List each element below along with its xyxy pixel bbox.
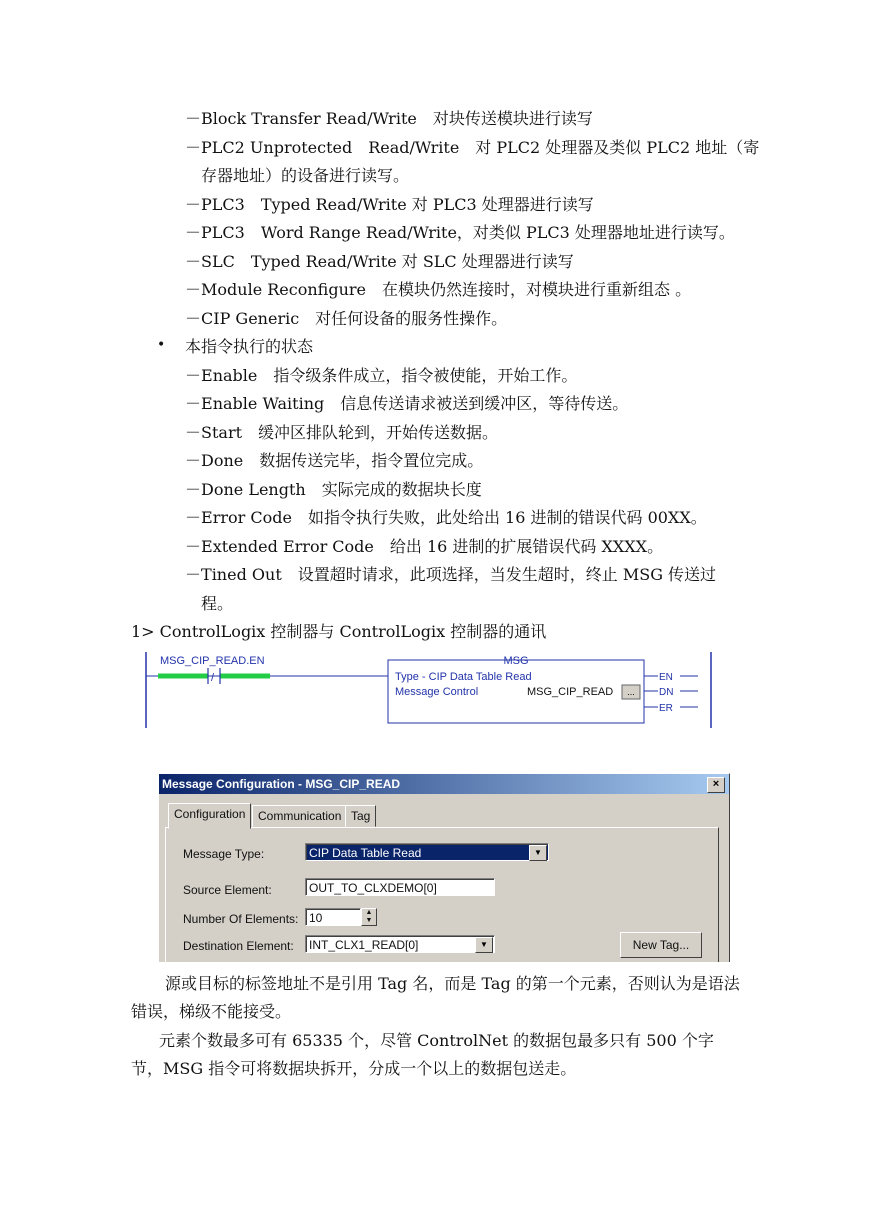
- tab-tag[interactable]: Tag: [345, 805, 376, 827]
- msg-control-label: Message Control: [395, 686, 479, 698]
- number-of-elements-input[interactable]: 10: [305, 908, 361, 926]
- dialog-title: Message Configuration - MSG_CIP_READ: [162, 777, 401, 791]
- output-dn: DN: [659, 687, 674, 698]
- bullet-icon: •: [157, 337, 166, 353]
- bullet-heading: 本指令执行的状态: [185, 337, 314, 356]
- message-configuration-dialog: [158, 773, 730, 962]
- status-line: －Error Code 如指令执行失败，此处给出 16 进制的错误代码 00XX。: [185, 508, 707, 527]
- close-icon[interactable]: ×: [707, 777, 725, 793]
- destination-element-select[interactable]: [305, 935, 495, 953]
- number-of-elements-label: Number Of Elements:: [183, 912, 299, 926]
- ellipsis-label: ...: [627, 687, 635, 697]
- status-line: －Tined Out 设置超时请求，此项选择，当发生超时，终止 MSG 传送过: [185, 565, 717, 584]
- contact-symbol: /: [211, 672, 215, 684]
- new-tag-button[interactable]: New Tag...: [620, 932, 702, 958]
- source-element-label: Source Element:: [183, 883, 272, 897]
- section-heading: 1> ControlLogix 控制器与 ControlLogix 控制器的通讯: [131, 622, 547, 641]
- type-line: －PLC3 Word Range Read/Write，对类似 PLC3 处理器地址进行读写。: [185, 223, 735, 242]
- status-line: －Enable Waiting 信息传送请求被送到缓冲区，等待传送。: [185, 394, 629, 413]
- status-line-continued: 程。: [201, 594, 234, 613]
- status-line: －Extended Error Code 给出 16 进制的扩展错误代码 XXXX。: [185, 537, 664, 556]
- quantity-stepper[interactable]: ▲ ▼: [361, 908, 377, 926]
- source-element-input[interactable]: OUT_TO_CLXDEMO[0]: [305, 878, 495, 896]
- message-type-select[interactable]: [305, 843, 549, 861]
- msg-block-title: MSG: [503, 655, 529, 667]
- tab-configuration[interactable]: Configuration: [168, 803, 251, 829]
- chevron-down-icon[interactable]: ▼: [475, 937, 493, 953]
- output-er: ER: [659, 703, 673, 714]
- output-en: EN: [659, 672, 673, 683]
- type-line: －PLC3 Typed Read/Write 对 PLC3 处理器进行读写: [185, 195, 594, 214]
- message-type-label: Message Type:: [183, 847, 265, 861]
- ladder-diagram: [140, 650, 720, 730]
- type-line: －Block Transfer Read/Write 对块传送模块进行读写: [185, 109, 593, 128]
- status-line: －Start 缓冲区排队轮到，开始传送数据。: [185, 423, 499, 442]
- destination-element-value: INT_CLX1_READ[0]: [309, 938, 419, 952]
- message-type-value: CIP Data Table Read: [309, 846, 422, 860]
- dialog-titlebar: [159, 774, 729, 794]
- status-line: －Enable 指令级条件成立，指令被使能，开始工作。: [185, 366, 578, 385]
- chevron-down-icon[interactable]: ▼: [529, 845, 547, 861]
- destination-element-label: Destination Element:: [183, 939, 294, 953]
- msg-type: Type - CIP Data Table Read: [395, 671, 532, 683]
- paragraph: 元素个数最多可有 65335 个，尽管 ControlNet 的数据包最多只有 500 个字节，MSG 指令可将数据块拆开，分成一个以上的数据包送走。: [131, 1031, 714, 1078]
- type-line: －Module Reconfigure 在模块仍然连接时，对模块进行重新组态 。: [185, 280, 692, 299]
- tab-communication[interactable]: Communication: [252, 805, 347, 827]
- paragraph: 源或目标的标签地址不是引用 Tag 名，而是 Tag 的第一个元素，否则认为是语法错误，梯级不能接受。: [131, 974, 740, 1021]
- type-line: －SLC Typed Read/Write 对 SLC 处理器进行读写: [185, 252, 574, 271]
- type-line: －CIP Generic 对任何设备的服务性操作。: [185, 309, 508, 328]
- msg-control-value: MSG_CIP_READ: [527, 686, 614, 698]
- type-line-continued: 存器地址）的设备进行读写。: [201, 166, 410, 185]
- type-line: －PLC2 Unprotected Read/Write 对 PLC2 处理器及类似 PLC2 地址（寄: [185, 138, 760, 157]
- status-line: －Done Length 实际完成的数据块长度: [185, 480, 482, 499]
- status-line: －Done 数据传送完毕，指令置位完成。: [185, 451, 484, 470]
- contact-tag: MSG_CIP_READ.EN: [160, 655, 265, 667]
